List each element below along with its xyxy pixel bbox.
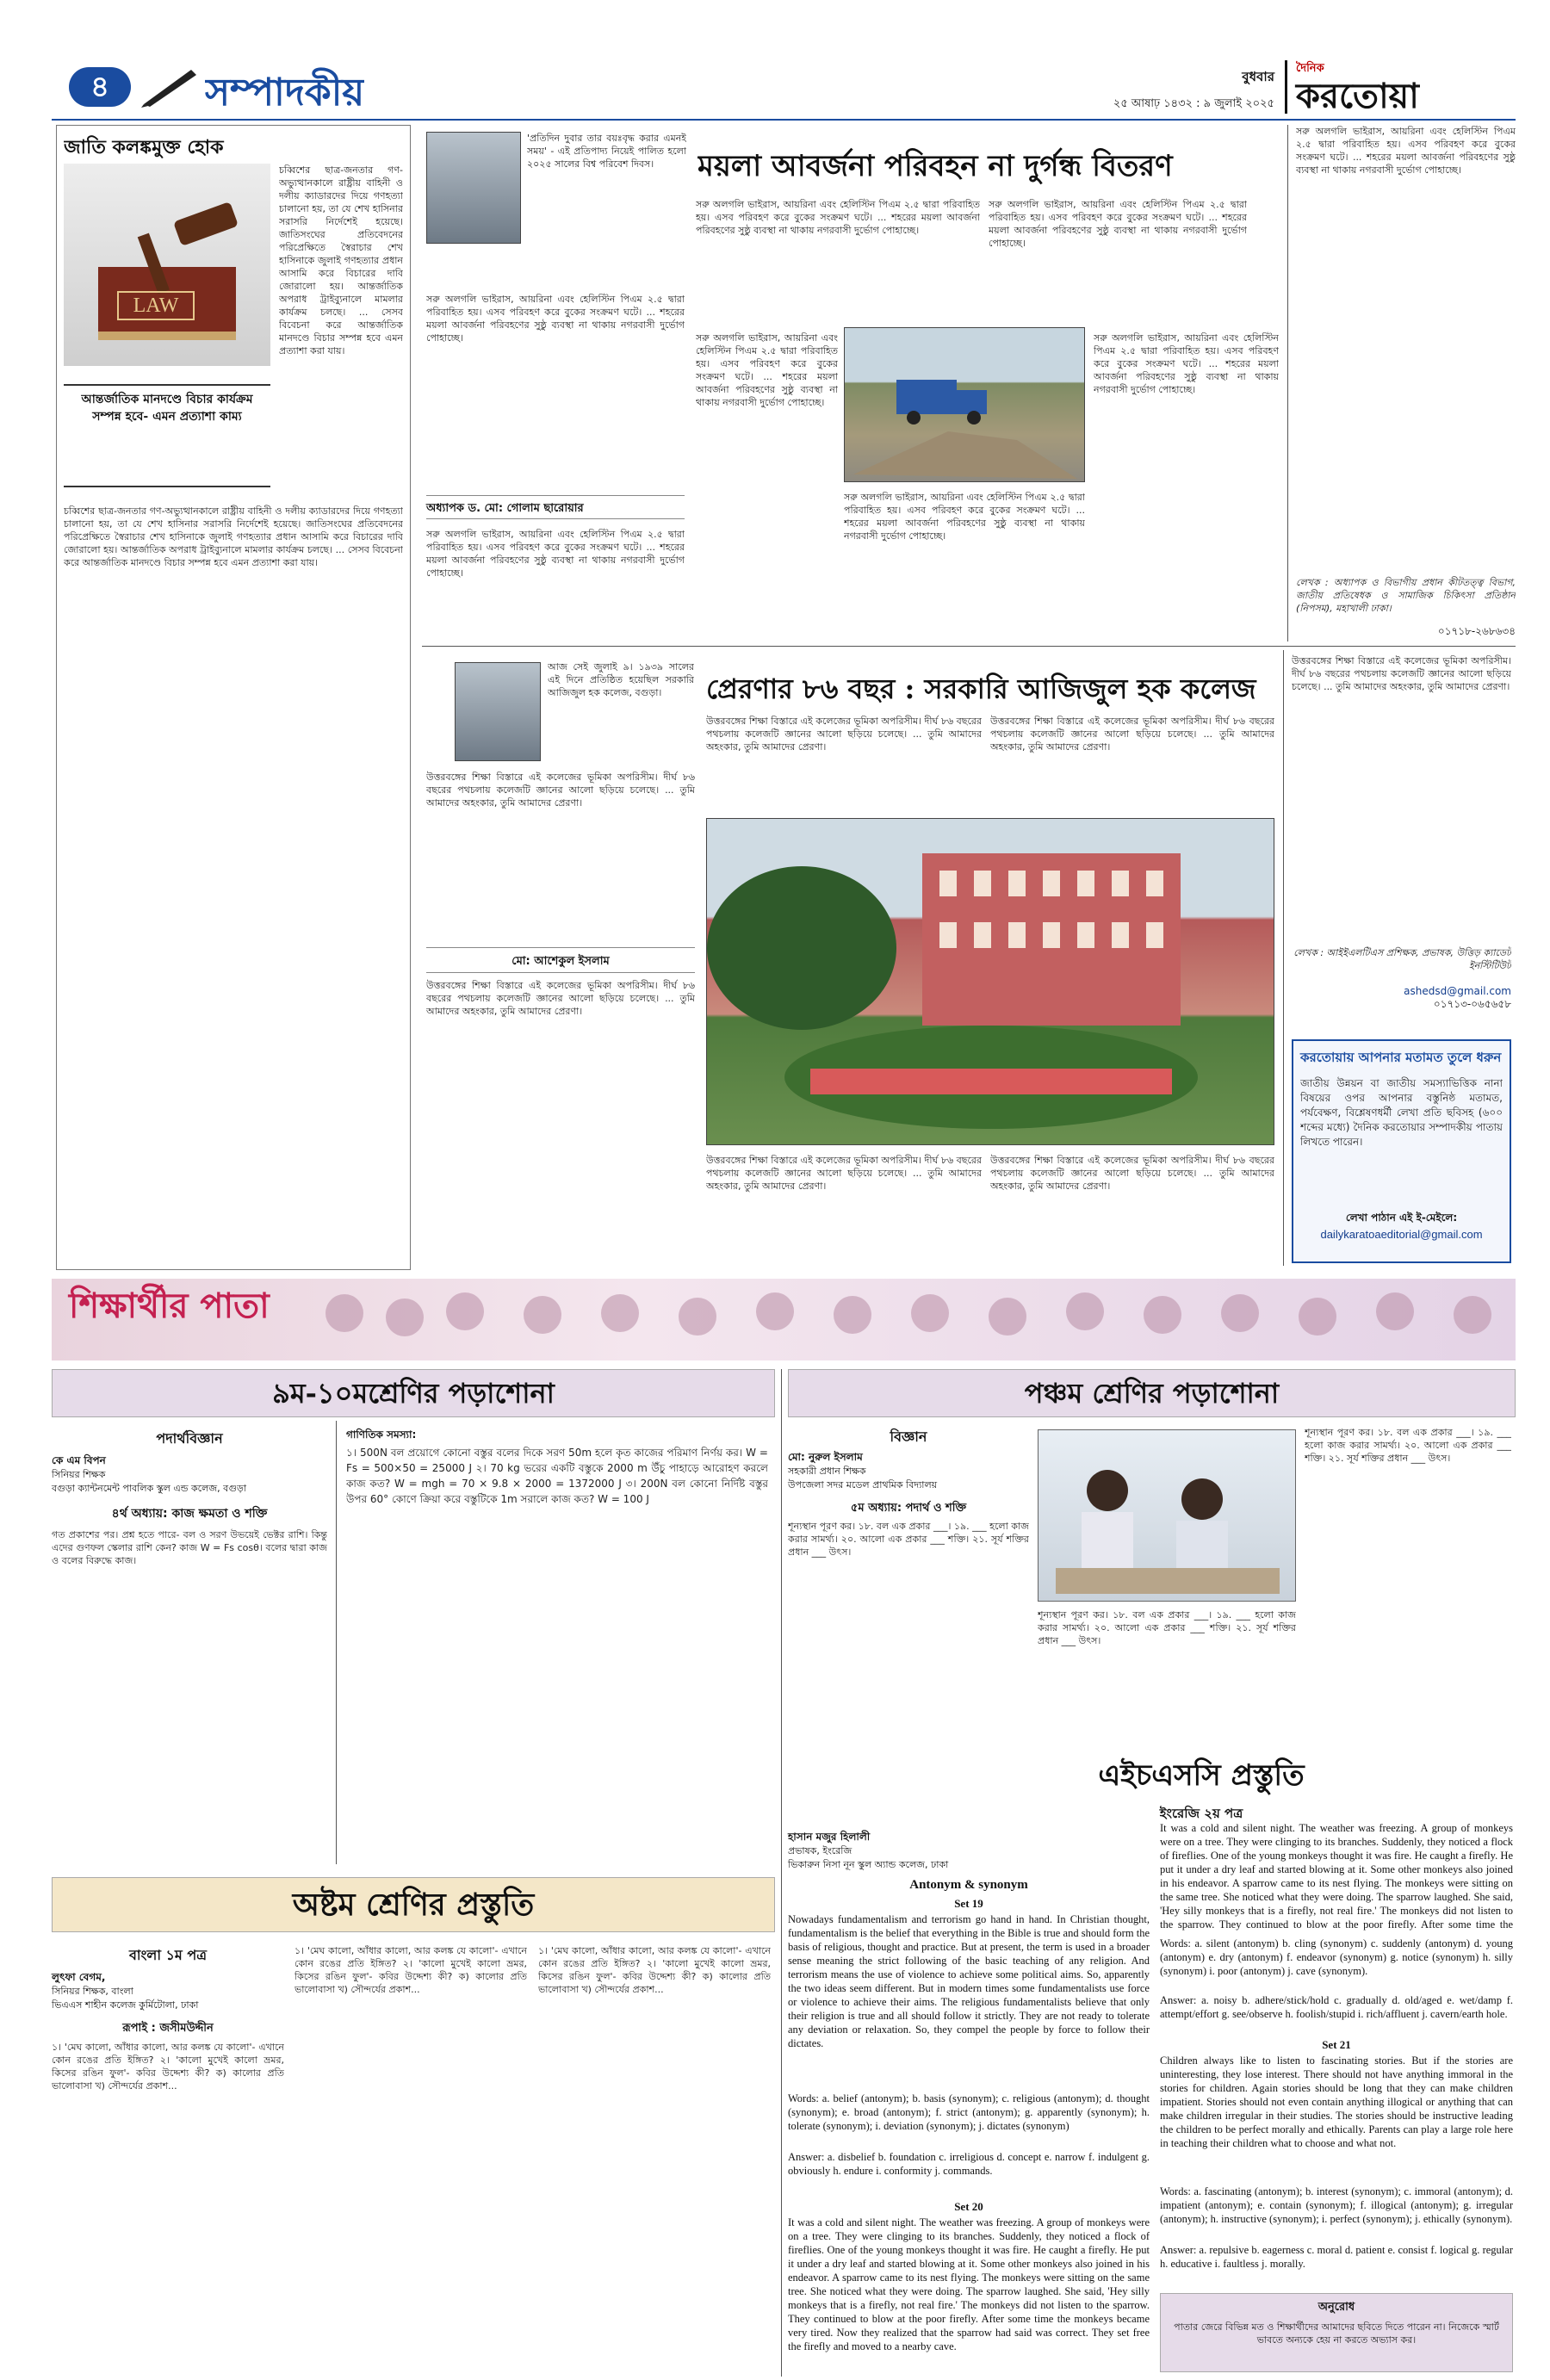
editorial-body: চব্বিশের ছাত্র-জনতার গণ-অভ্যুত্থানকালে রাষ্ট্রীয় বাহিনী ও দলীয় ক্যাডারদের দিয়ে গণহত্যা চালানো হয়, তা যে শেখ হাসিনার সরাসরি নির্দেশেই হয়েছে। জাতিসংঘের প্রতিবেদনের পরিপ্রেক্ষিতে স্বৈরাচার শেখ হাসিনাকে জুলাই গণহত্যার প্রধান আসামি করে বিচারের দাবি জোরালো হয়। আন্তর্জাতিক অপরাধ ট্রাইব্যুনালে মামলার কার্যক্রম চলছে। ... সেসব বিবেচনা করে আন্তর্জাতিক মানদণ্ডে বিচার সম্পন্ন হবে এমন প্রত্যাশা করা যায়। <box>64 505 403 568</box>
masthead <box>52 60 1516 115</box>
paper-prefix: দৈনিক <box>1296 62 1324 75</box>
grade5-header: পঞ্চম শ্রেণির পড়াশোনা <box>788 1369 1516 1417</box>
law-book-image <box>64 164 270 366</box>
hsc-subject: ইংরেজি ২য় পত্র <box>1159 1806 1243 1821</box>
set20-text-col1: It was a cold and silent night. The weather was freezing. A group of monkeys were on a tree. They were clinging to its branches. Suddenly, they noticed a flock of fireflies. One of the young monkeys thought it was fire. He caught a firefly. He put it under a dry leaf and started blowing at it. Some other monkeys also joined in his endeavor. A sparrow came to its nest flying. The monkeys were sitting on the same tree. She noticed what they were doing. The sparrow laughed. She said, 'Hey silly monkeys that is a firefly, not real fire.' The monkeys did not listen to the sparrow. They continued to blow at the poor firefly. After some time the monkeys became very tired. Now they realized that the sparrow had said was correct. They set free the firefly and moved to a nearby cave. <box>788 2216 1150 2352</box>
author-photo-2 <box>455 662 541 761</box>
grade8-header: অষ্টম শ্রেণির প্রস্তুতি <box>52 1877 775 1932</box>
set21-answer: Answer: a. repulsive b. eagerness c. moral d. patient e. consist f. logical g. regular h. educative i. faultless j. morally. <box>1160 2244 1513 2270</box>
set21-title: Set 21 <box>1322 2038 1351 2051</box>
contact-box <box>1292 1039 1511 1263</box>
pull-quote: আন্তর্জাতিক মানদণ্ডে বিচার কার্যক্রম সম্পন্ন হবে- এমন প্রত্যাশা কাম্য <box>64 384 270 487</box>
author-name-strip: অধ্যাপক ড. মো: গোলাম ছারোয়ার <box>426 495 685 519</box>
mid-body-col1: উত্তরবঙ্গের শিক্ষা বিস্তারে এই কলেজের ভূমিকা অপরিসীম। দীর্ঘ ৮৬ বছরের পথচলায় কলেজটি জ্ঞানের আলো ছড়িয়ে চলেছে। ... তুমি আমাদের অহংকার, তুমি আমাদের প্রেরণা। <box>426 772 695 809</box>
article-body-col6: সরু অলগলি ভাইরাস, আয়রিনা এবং হেলিস্টিন পিএম ২.৫ দ্বারা পরিবাহিত হয়। এসব পরিবহণ করে বুকের সংক্রমণ ঘটে। ... শহরের ময়লা আবর্জনা পরিবহণের সুষ্ঠু ব্যবস্থা না থাকায় নগরবাসী দুর্ভোগ পোহাচ্ছে। <box>844 492 1085 542</box>
mid-author-strip: মো: আশেকুল ইসলাম <box>426 947 695 973</box>
set20-words: Words: a. silent (antonym) b. cling (synonym) c. suddenly (antonym) d. young (antonym) e. dry (antonym) f. endeavor (synonym) g. notice (synonym) h. silly (synonym) i. poor (antonym) j. cave (synonym). <box>1160 1937 1513 1977</box>
set19-words: Words: a. belief (antonym); b. basis (synonym); c. religious (antonym); d. thought (synonym); e. broad (antonym); f. strict (antonym); g. apparently (synonym); h. tolerate (synonym); i. deviation (synonym); j. dictates (synonym) <box>788 2092 1150 2132</box>
request-box <box>1160 2293 1513 2372</box>
set19-answer: Answer: a. disbelief b. foundation c. irreligious d. concept e. narrow f. indulgent g. obviously h. endure i. conformity j. commands. <box>788 2151 1150 2177</box>
article-body-col1: সরু অলগলি ভাইরাস, আয়রিনা এবং হেলিস্টিন পিএম ২.৫ দ্বারা পরিবাহিত হয়। এসব পরিবহণ করে বুকের সংক্রমণ ঘটে। ... শহরের ময়লা আবর্জনা পরিবহণের সুষ্ঠু ব্যবস্থা না থাকায় নগরবাসী দুর্ভোগ পোহাচ্ছে। <box>426 294 685 344</box>
article-body-col2: সরু অলগলি ভাইরাস, আয়রিনা এবং হেলিস্টিন পিএম ২.৫ দ্বারা পরিবাহিত হয়। এসব পরিবহণ করে বুকের সংক্রমণ ঘটে। ... শহরের ময়লা আবর্জনা পরিবহণের সুষ্ঠু ব্যবস্থা না থাকায় নগরবাসী দুর্ভোগ পোহাচ্ছে। <box>426 529 685 579</box>
mid-continuation <box>1292 654 1511 1033</box>
date-block <box>1051 67 1274 114</box>
editorial-box <box>56 125 411 1270</box>
set20-title: Set 20 <box>954 2200 983 2213</box>
author-photo <box>426 132 521 244</box>
grade5-body-col2: শূন্যস্থান পূরণ কর। ১৮. বল এক প্রকার ___। ১৯. ___ হলো কাজ করার সামর্থ্য। ২০. আলো এক প্রকার ___ শক্তি। ২১. সূর্য শক্তির প্রধান ___ উৎস। <box>1038 1609 1296 1646</box>
mid-signoff: লেখক : আইইএলটিএস প্রশিক্ষক, প্রভাষক, উত্তিড় ক্যাডেট ইনস্টিটিউট <box>1293 947 1511 971</box>
set21-words: Words: a. fascinating (antonym); b. interest (synonym); c. immoral (antonym); d. impatient (antonym); e. contain (synonym); f. illogical (antonym); g. irregular (antonym); h. instructive (synonym); i. perfect (synonym); j. ethically (synonym). <box>1160 2185 1513 2225</box>
mid-body-col4: উত্তরবঙ্গের শিক্ষা বিস্তারে এই কলেজের ভূমিকা অপরিসীম। দীর্ঘ ৮৬ বছরের পথচলায় কলেজটি জ্ঞানের আলো ছড়িয়ে চলেছে। ... তুমি আমাদের অহংকার, তুমি আমাদের প্রেরণা। <box>990 716 1274 753</box>
grade9-numerical-title: গাণিতিক সমস্যা: <box>346 1429 417 1441</box>
grade5-teacher: মো: নুরুল ইসলাম <box>788 1451 863 1463</box>
paper-name: করতোয়া <box>1296 76 1419 116</box>
grade8-school: ভিএএস শাহীন কলেজ কুর্মিটোলা, ঢাকা <box>52 1999 199 2011</box>
law-label: LAW <box>117 291 195 320</box>
set19-title: Set 19 <box>954 1897 983 1910</box>
grade8-subject: বাংলা ১ম পত্র <box>128 1947 208 1963</box>
students-photo <box>1038 1429 1296 1602</box>
set19-text: Nowadays fundamentalism and terrorism go hand in hand. In Christian thought, fundamentalism is the belief that everything in the Bible is true and should form the basis of religious, thought and practice. But at present, the term is used in a broader sense meaning the strict following of the basic teaching of any religion. And terrorism means the use of violence to achieve some political aims. So, apparently the two ideas seem different. But in modern times some fundamentalists use force or violence to achieve their aims. The religious fundamentalists believe that only their religion is true and all should follow it strictly. They are not ready to tolerate any deviation or relaxation. So, they compel the people by force to follow their dictates. <box>788 1913 1150 2049</box>
grade5-subject: বিজ্ঞান <box>890 1429 927 1445</box>
grade5-chapter: ৫ম অধ্যায়: পদার্থ ও শক্তি <box>850 1502 967 1515</box>
article-closing: লেখক : অধ্যাপক ও বিভাগীয় প্রধান কীটতত্ত্ব বিভাগ, জাতীয় প্রতিষেধক ও সামাজিক চিকিৎসা প্রতিষ্ঠান (নিপসম), মহাখালী ঢাকা। <box>1296 577 1516 614</box>
date-line: ২৫ আষাঢ় ১৪৩২ : ৯ জুলাই ২০২৫ <box>1113 97 1274 110</box>
grade8-teacher-role: সিনিয়র শিক্ষক, বাংলা <box>52 1986 133 1997</box>
grade9-numerical: ১। 500N বল প্রয়োগে কোনো বস্তুর বলের দিকে সরণ 50m হলে কৃত কাজের পরিমাণ নির্ণয় কর। W = Fs = 500×50 = 25000 J ২। 70 kg ভরের একটি বস্তুকে 2000 m উঁচু পাহাড়ে আরোহণ করলে কাজ কত? W = mgh = 70 × 9.8 × 2000 = 1372000 J ৩। 200N বল কোনো নির্দিষ্ট বস্তুর উপর 60° কোণে ক্রিয়া করে বস্তুটিকে 1m সরালে কাজ কত? W = 100 J <box>346 1447 768 1505</box>
mid-body-col2: উত্তরবঙ্গের শিক্ষা বিস্তারে এই কলেজের ভূমিকা অপরিসীম। দীর্ঘ ৮৬ বছরের পথচলায় কলেজটি জ্ঞানের আলো ছড়িয়ে চলেছে। ... তুমি আমাদের অহংকার, তুমি আমাদের প্রেরণা। <box>426 980 695 1017</box>
hsc-teacher: হাসান মজুর হিলালী <box>788 1831 871 1843</box>
contact-email-label: লেখা পাঠান এই ই-মেইলে: <box>1345 1212 1458 1224</box>
grade5-teacher-role: সহকারী প্রধান শিক্ষক <box>788 1466 866 1477</box>
article-top-continuation <box>1296 125 1516 641</box>
grade8-body-col3: ১। 'মেঘ কালো, আঁধার কালো, আর কলঙ্ক যে কালো'- এখানে কোন রঙের প্রতি ইঙ্গিত? ২। 'কালো মুখেই কালো ভ্রমর, কিসের রঙিন ফুল'- কবির উদ্দেশ্য কী? ক) কালোর প্রতি ভালোবাসা খ) সৌন্দর্যের প্রকাশ... <box>538 1945 771 1995</box>
grade8-section <box>52 1937 775 2377</box>
page-number-badge: ৪ <box>69 67 131 107</box>
set21-text: Children always like to listen to fascinating stories. But if the stories are uninteresting, they lose interest. There should not have anything immoral in the stories for children. Again stories should be long that they can make children impatient. Stories should not even contain anything illogical or anything that can make children irregular in their studies. The stories should be instructive leading the children to be perfect morally and ethically. Parents can play a large role here in teaching their children what to choose and what not. <box>1160 2055 1513 2149</box>
grade8-chapter: রূপাই : জসীমউদ্দীন <box>122 2022 214 2035</box>
mid-continuation-body: উত্তরবঙ্গের শিক্ষা বিস্তারে এই কলেজের ভূমিকা অপরিসীম। দীর্ঘ ৮৬ বছরের পথচলায় কলেজটি জ্ঞানের আলো ছড়িয়ে চলেছে। ... তুমি আমাদের অহংকার, তুমি আমাদের প্রেরণা। <box>1292 655 1511 692</box>
mid-headline: প্রেরণার ৮৬ বছর : সরকারি আজিজুল হক কলেজ <box>706 672 1256 705</box>
continuation-body: সরু অলগলি ভাইরাস, আয়রিনা এবং হেলিস্টিন পিএম ২.৫ দ্বারা পরিবাহিত হয়। এসব পরিবহণ করে বুকের সংক্রমণ ঘটে। ... শহরের ময়লা আবর্জনা পরিবহণের সুষ্ঠু ব্যবস্থা না থাকায় নগরবাসী দুর্ভোগ পোহাচ্ছে। <box>1296 126 1516 176</box>
article-mid <box>422 650 1516 1270</box>
article-headline: ময়লা আবর্জনা পরিবহন না দুর্গন্ধ বিতরণ <box>698 149 1173 183</box>
grade9-teacher-role: সিনিয়র শিক্ষক <box>52 1469 106 1480</box>
grade5-body-col3: শূন্যস্থান পূরণ কর। ১৮. বল এক প্রকার ___। ১৯. ___ হলো কাজ করার সামর্থ্য। ২০. আলো এক প্রকার ___ শক্তি। ২১. সূর্য শক্তির প্রধান ___ উৎস। <box>1305 1427 1511 1464</box>
contact-title: করতোয়ায় আপনার মতামত তুলে ধরুন <box>1300 1050 1502 1065</box>
hsc-topic: Antonym & synonym <box>909 1878 1028 1892</box>
grade8-body-col2: ১। 'মেঘ কালো, আঁধার কালো, আর কলঙ্ক যে কালো'- এখানে কোন রঙের প্রতি ইঙ্গিত? ২। 'কালো মুখেই কালো ভ্রমর, কিসের রঙিন ফুল'- কবির উদ্দেশ্য কী? ক) কালোর প্রতি ভালোবাসা খ) সৌন্দর্যের প্রকাশ... <box>294 1945 527 1995</box>
grade9-school: বগুড়া ক্যান্টনমেন্ট পাবলিক স্কুল এন্ড কলেজ, বগুড়া <box>52 1483 247 1494</box>
author-phone: ০১৭১৮-২৬৮৬৩৪ <box>1437 625 1516 637</box>
day-label: বুধবার <box>1242 69 1274 84</box>
grade5-section <box>788 1421 1516 1748</box>
article-quote-intro: 'প্রতিদিন দুবার তার বয়ঃবৃদ্ধ করার এমনই সময়' - এই প্রতিপাদ্য নিয়েই পালিত হলো ২০২৫ সালের বিশ্ব পরিবেশ দিবস। <box>527 133 686 170</box>
hsc-teacher-role: প্রভাষক, ইংরেজি <box>788 1845 852 1856</box>
hsc-school: ভিকারুন নিসা নূন স্কুল অ্যান্ড কলেজ, ঢাকা <box>788 1859 949 1870</box>
grade9-section <box>52 1421 775 1869</box>
editorial-body-right: চব্বিশের ছাত্র-জনতার গণ-অভ্যুত্থানকালে রাষ্ট্রীয় বাহিনী ও দলীয় ক্যাডারদের দিয়ে গণহত্যা চালানো হয়, তা যে শেখ হাসিনার সরাসরি নির্দেশেই হয়েছে। জাতিসংঘের প্রতিবেদনের পরিপ্রেক্ষিতে স্বৈরাচার শেখ হাসিনাকে জুলাই গণহত্যার প্রধান আসামি করে বিচারের দাবি জোরালো হয়। আন্তর্জাতিক অপরাধ ট্রাইব্যুনালে মামলার কার্যক্রম চলছে। ... সেসব বিবেচনা করে আন্তর্জাতিক মানদণ্ডে বিচার সম্পন্ন হবে এমন প্রত্যাশা করা যায়। <box>279 164 403 356</box>
mid-body-col3: উত্তরবঙ্গের শিক্ষা বিস্তারে এই কলেজের ভূমিকা অপরিসীম। দীর্ঘ ৮৬ বছরের পথচলায় কলেজটি জ্ঞানের আলো ছড়িয়ে চলেছে। ... তুমি আমাদের অহংকার, তুমি আমাদের প্রেরণা। <box>706 716 982 753</box>
mid-phone: ০১৭১৩-০৬৫৬৫৮ <box>1433 998 1511 1010</box>
article-body-col3: সরু অলগলি ভাইরাস, আয়রিনা এবং হেলিস্টিন পিএম ২.৫ দ্বারা পরিবাহিত হয়। এসব পরিবহণ করে বুকের সংক্রমণ ঘটে। ... শহরের ময়লা আবর্জনা পরিবহণের সুষ্ঠু ব্যবস্থা না থাকায় নগরবাসী দুর্ভোগ পোহাচ্ছে। <box>696 199 980 236</box>
editorial-headline: জাতি কলঙ্কমুক্ত হোক <box>64 136 224 158</box>
request-text: পাতার জেরে বিভিন্ন মত ও শিক্ষার্থীদের আমাদের ছবিতে দিতে পারেন না। নিজেকে স্মার্ট ভাবতে অন্যকে হেয় না করতে অভ্যাস কর। <box>1174 2321 1499 2346</box>
grade8-teacher: লুৎফা বেগম, <box>52 1971 106 1983</box>
grade5-body: শূন্যস্থান পূরণ কর। ১৮. বল এক প্রকার ___। ১৯. ___ হলো কাজ করার সামর্থ্য। ২০. আলো এক প্রকার ___ শক্তি। ২১. সূর্য শক্তির প্রধান ___ উৎস। <box>788 1521 1029 1558</box>
garbage-truck-photo <box>844 327 1085 482</box>
college-photo <box>706 818 1274 1145</box>
contact-email[interactable]: dailykaratoaeditorial@gmail.com <box>1320 1228 1483 1241</box>
mid-intro: আজ সেই জুলাই ৯। ১৯৩৯ সালের এই দিনে প্রতিষ্ঠিত হয়েছিল সরকারি আজিজুল হক কলেজ, বগুড়া। <box>548 661 694 698</box>
grade9-body: গত প্রকাশের পর। প্রশ্ন হতে পারে- বল ও সরণ উভয়েই ভেক্টর রাশি। কিন্তু এদের গুণফল স্কেলার রাশি কেন? কাজ W = Fs cosθ। বলের দ্বারা কাজ ও বলের বিরুদ্ধে কাজ। <box>52 1529 327 1566</box>
grade9-chapter: ৪র্থ অধ্যায়: কাজ ক্ষমতা ও শক্তি <box>111 1507 268 1521</box>
article-body-col7: সরু অলগলি ভাইরাস, আয়রিনা এবং হেলিস্টিন পিএম ২.৫ দ্বারা পরিবাহিত হয়। এসব পরিবহণ করে বুকের সংক্রমণ ঘটে। ... শহরের ময়লা আবর্জনা পরিবহণের সুষ্ঠু ব্যবস্থা না থাকায় নগরবাসী দুর্ভোগ পোহাচ্ছে। <box>1094 332 1279 395</box>
grade9-teacher: কে এম বিপন <box>52 1454 106 1466</box>
article-body-col4: সরু অলগলি ভাইরাস, আয়রিনা এবং হেলিস্টিন পিএম ২.৫ দ্বারা পরিবাহিত হয়। এসব পরিবহণ করে বুকের সংক্রমণ ঘটে। ... শহরের ময়লা আবর্জনা পরিবহণের সুষ্ঠু ব্যবস্থা না থাকায় নগরবাসী দুর্ভোগ পোহাচ্ছে। <box>989 199 1247 249</box>
contact-text: জাতীয় উন্নয়ন বা জাতীয় সমস্যাভিত্তিক নানা বিষয়ের ওপর আপনার বস্তুনিষ্ঠ মতামত, পর্যবেক্ষণ, বিশ্লেষণধর্মী লেখা প্রতি ছবিসহ (৬০০ শব্দের মধ্যে) দৈনিক করতোয়ার সম্পাদকীয় পাতায় লিখতে পারেন। <box>1300 1077 1503 1148</box>
hsc-header: এইচএসসি প্রস্তুতি <box>1012 1752 1391 1800</box>
grade9-subject: পদার্থবিজ্ঞান <box>156 1430 223 1447</box>
article-body-col5: সরু অলগলি ভাইরাস, আয়রিনা এবং হেলিস্টিন পিএম ২.৫ দ্বারা পরিবাহিত হয়। এসব পরিবহণ করে বুকের সংক্রমণ ঘটে। ... শহরের ময়লা আবর্জনা পরিবহণের সুষ্ঠু ব্যবস্থা না থাকায় নগরবাসী দুর্ভোগ পোহাচ্ছে। <box>696 332 838 408</box>
grade9-header: ৯ম-১০মশ্রেণির পড়াশোনা <box>52 1369 775 1417</box>
mid-body-col6: উত্তরবঙ্গের শিক্ষা বিস্তারে এই কলেজের ভূমিকা অপরিসীম। দীর্ঘ ৮৬ বছরের পথচলায় কলেজটি জ্ঞানের আলো ছড়িয়ে চলেছে। ... তুমি আমাদের অহংকার, তুমি আমাদের প্রেরণা। <box>990 1155 1274 1192</box>
set20-text-col2: It was a cold and silent night. The weather was freezing. A group of monkeys were on a tree. They were clinging to its branches. Suddenly, they noticed a flock of fireflies. One of the young monkeys thought it was fire. He caught a firefly. He put it under a dry leaf and started blowing at it. Some other monkeys also joined in his endeavor. A sparrow came to its nest flying. The monkeys were sitting on the same tree. She noticed what they were doing. The sparrow laughed. She said, 'Hey silly monkeys that is a firefly, not real fire.' The monkeys did not listen to the sparrow. They continued to blow at the poor firefly. After some time the <box>1160 1822 1513 1931</box>
mid-email[interactable]: ashedsd@gmail.com <box>1404 985 1511 997</box>
section-title: সম্পাদকীয় <box>205 71 365 115</box>
hsc-section <box>788 1821 1516 2377</box>
paper-logo <box>1285 60 1516 114</box>
student-page-banner <box>52 1279 1516 1360</box>
student-page-title: শিক্ষার্থীর পাতা <box>69 1286 270 1326</box>
request-title: অনুরোধ <box>1318 2301 1355 2314</box>
mid-body-col5: উত্তরবঙ্গের শিক্ষা বিস্তারে এই কলেজের ভূমিকা অপরিসীম। দীর্ঘ ৮৬ বছরের পথচলায় কলেজটি জ্ঞানের আলো ছড়িয়ে চলেছে। ... তুমি আমাদের অহংকার, তুমি আমাদের প্রেরণা। <box>706 1155 982 1192</box>
article-top <box>422 125 1283 641</box>
pen-icon <box>140 65 200 108</box>
set20-answer: Answer: a. noisy b. adhere/stick/hold c. gradually d. old/aged e. wet/damp f. attempt/effort g. see/observe h. foolish/stupid i. rich/affluent j. cavern/earth hole. <box>1160 1994 1513 2020</box>
grade5-school: উপজেলা সদর মডেল প্রাথমিক বিদ্যালয় <box>788 1479 938 1491</box>
grade8-body-col1: ১। 'মেঘ কালো, আঁধার কালো, আর কলঙ্ক যে কালো'- এখানে কোন রঙের প্রতি ইঙ্গিত? ২। 'কালো মুখেই কালো ভ্রমর, কিসের রঙিন ফুল'- কবির উদ্দেশ্য কী? ক) কালোর প্রতি ভালোবাসা খ) সৌন্দর্যের প্রকাশ... <box>52 2042 284 2092</box>
